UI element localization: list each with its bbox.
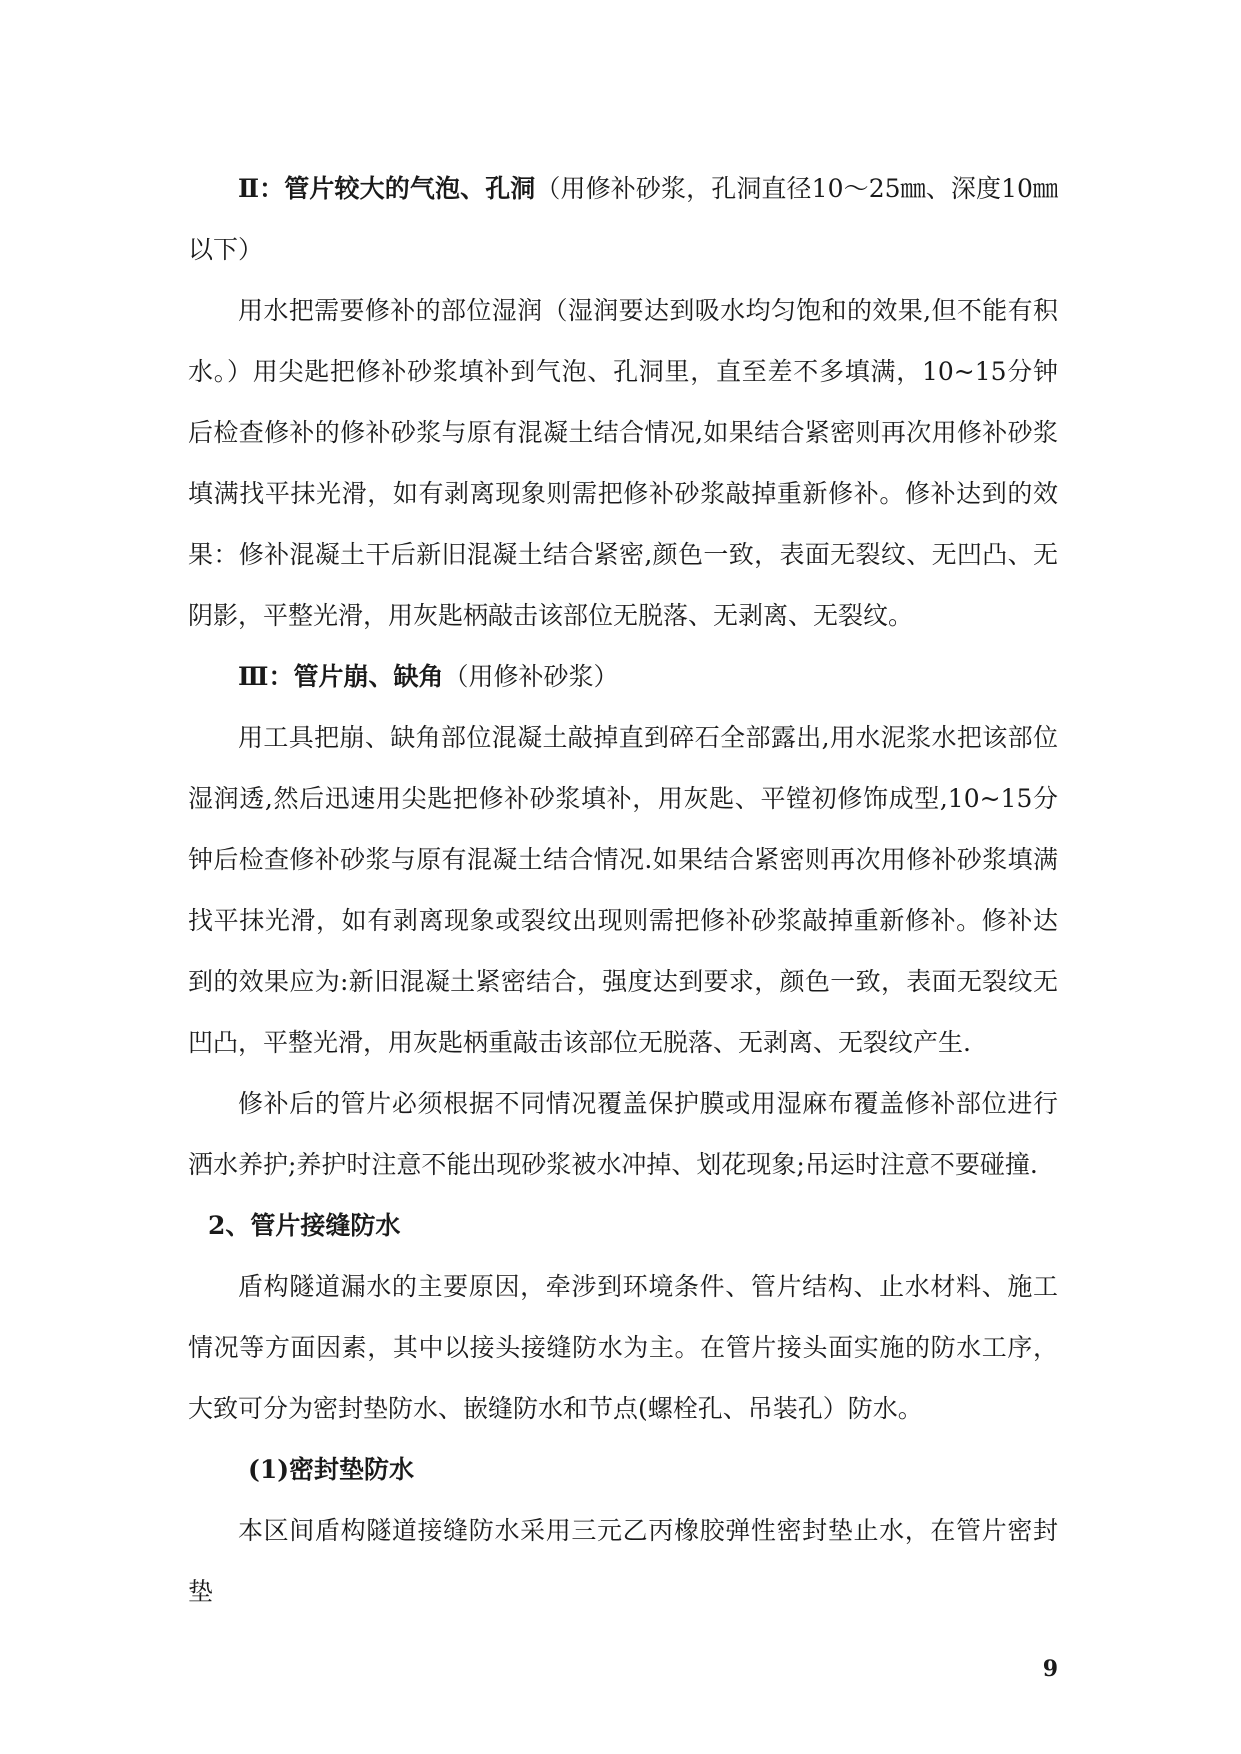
page-number: 9 xyxy=(1042,1656,1058,1682)
section-ii-paragraph xyxy=(188,158,1058,280)
page-content xyxy=(188,158,1058,1622)
section-ii-body: 用水把需要修补的部位湿润（湿润要达到吸水均匀饱和的效果,但不能有积水。）用尖匙把修补砂浆填补到气泡、孔洞里，直至差不多填满，10~15分钟后检查修补的修补砂浆与原有混凝土结合情况,如果结合紧密则再次用修补砂浆填满找平抹光滑，如有剥离现象则需把修补砂浆敲掉重新修补。修补达到的效果：修补混凝土干后新旧混凝土结合紧密,颜色一致，表面无裂纹、无凹凸、无阴影，平整光滑，用灰匙柄敲击该部位无脱落、无剥离、无裂纹。 xyxy=(188,296,1058,630)
section-2-heading: 2、管片接缝防水 xyxy=(208,1211,401,1240)
section-iii-note: （用修补砂浆） xyxy=(443,662,619,691)
curing-paragraph: 修补后的管片必须根据不同情况覆盖保护膜或用湿麻布覆盖修补部位进行洒水养护;养护时注意不能出现砂浆被水冲掉、划花现象;吊运时注意不要碰撞. xyxy=(188,1089,1058,1179)
subsection-1-body: 本区间盾构隧道接缝防水采用三元乙丙橡胶弹性密封垫止水，在管片密封垫 xyxy=(188,1516,1058,1606)
section-ii-note: （用修补砂浆，孔洞直径10～25㎜、深度10㎜以下） xyxy=(188,174,1058,264)
section-iii-body: 用工具把崩、缺角部位混凝土敲掉直到碎石全部露出,用水泥浆水把该部位湿润透,然后迅速用尖匙把修补砂浆填补，用灰匙、平镗初修饰成型,10~15分钟后检查修补砂浆与原有混凝土结合情况.如果结合紧密则再次用修补砂浆填满找平抹光滑，如有剥离现象或裂纹出现则需把修补砂浆敲掉重新修补。修补达到的效果应为:新旧混凝土紧密结合，强度达到要求，颜色一致，表面无裂纹无凹凸，平整光滑，用灰匙柄重敲击该部位无脱落、无剥离、无裂纹产生. xyxy=(188,723,1058,1057)
section-iii-paragraph xyxy=(188,646,1058,707)
section-ii-heading: Ⅱ：管片较大的气泡、孔洞 xyxy=(238,174,536,203)
section-iii-heading: Ⅲ：管片崩、缺角 xyxy=(238,662,444,691)
section-2-body: 盾构隧道漏水的主要原因，牵涉到环境条件、管片结构、止水材料、施工情况等方面因素，其中以接头接缝防水为主。在管片接头面实施的防水工序，大致可分为密封垫防水、嵌缝防水和节点(螺栓孔、吊装孔）防水。 xyxy=(188,1272,1058,1423)
subsection-1-heading: (1)密封垫防水 xyxy=(248,1455,415,1484)
